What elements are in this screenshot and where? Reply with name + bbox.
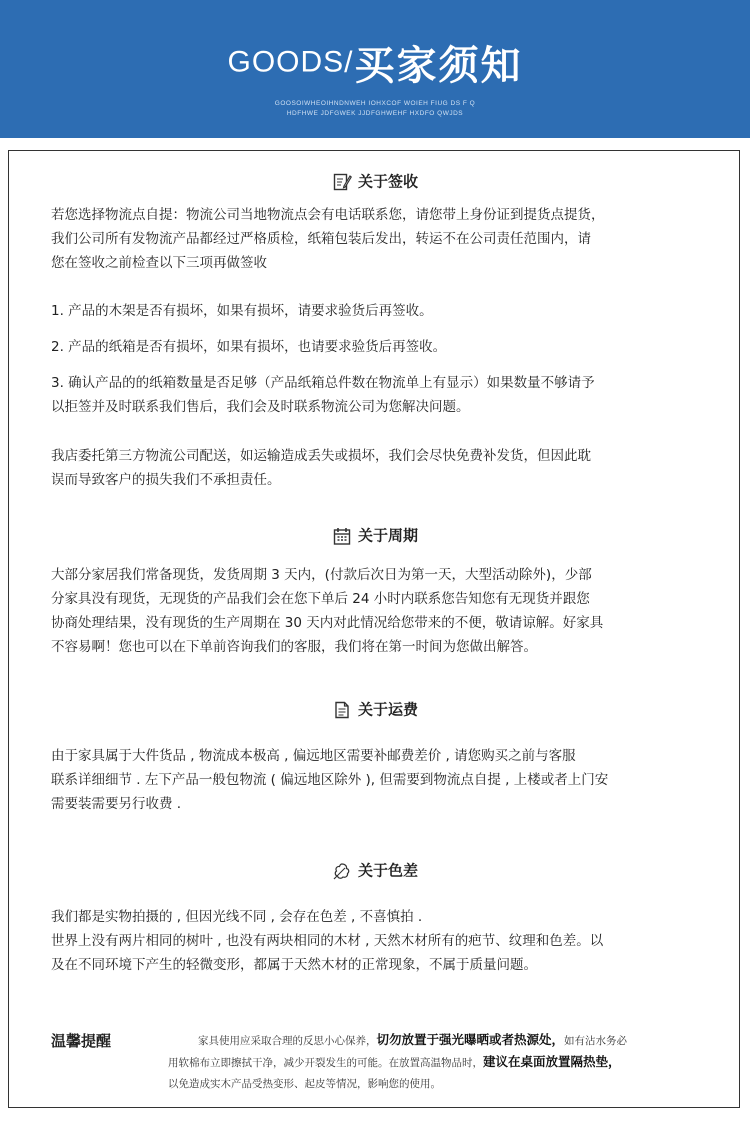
section-title-color: 关于色差 [357,861,418,880]
tips-emphasis: 切勿放置于强光曝晒或者热源处， [376,1032,565,1047]
text-line: 世界上没有两片相同的树叶 , 也没有两块相同的木材 , 天然木材所有的疤节、纹理和色差。以 [51,933,604,949]
tips-text-part: 家具使用应采取合理的反思小心保养， [198,1035,377,1047]
section-heading-shipping [0,698,750,720]
tips-emphasis: 建议在桌面放置隔热垫， [483,1054,621,1069]
text-line: 1. 产品的木架是否有损坏，如果有损坏，请要求验货后再签收。 [51,303,433,319]
banner-subtext-2: HDFHWE JDFGWEK JJDFGHWEHF HXDFO QWJDS [286,110,464,117]
section-title-cycle: 关于周期 [357,526,418,545]
tips-text-part: 如有沾水务必 [564,1035,628,1047]
tips-text-part: 用软棉布立即擦拭干净，减少开裂发生的可能。在放置高温物品时， [168,1057,483,1069]
text-line: 协商处理结果，没有现货的生产周期在 30 天内对此情况给您带来的不便，敬请谅解。好家具 [51,615,604,631]
section-heading-signing [0,170,750,192]
text-line: 大部分家居我们常备现货，发货周期 3 天内，(付款后次日为第一天，大型活动除外)，少部 [51,567,592,583]
pen-document-icon [332,172,352,192]
signing-intro [51,203,703,275]
text-line: 联系详细细节 . 左下产品一般包物流 ( 偏远地区除外 ), 但需要到物流点自提 , 上楼或者上门安 [51,772,609,788]
banner-subtext-1: GOOSOIWHEOIHNDNWEH IOHXCOF WOIEH FIUG DS F Q [274,100,476,107]
leaf-icon [332,861,352,881]
signing-item-2 [51,335,703,359]
text-line: 我店委托第三方物流公司配送，如运输造成丢失或损坏，我们会尽快免费补发货，但因此耽 [51,448,591,464]
calendar-icon [332,526,352,546]
tips-line-3: 以免造成实木产品受热变形、起皮等情况，影响您的使用。 [168,1078,441,1090]
text-line: 我们都是实物拍摄的 , 但因光线不同 , 会存在色差 , 不喜慎拍 . [51,909,423,925]
cycle-text [51,563,703,659]
text-line: 您在签收之前检查以下三项再做签收 [51,255,267,271]
text-line: 我们公司所有发物流产品都经过严格质检，纸箱包装后发出，转运不在公司责任范围内，请 [51,231,591,247]
text-line: 以拒签并及时联系我们售后，我们会及时联系物流公司为您解决问题。 [51,399,470,415]
tips-line-2 [168,1051,728,1073]
text-line: 由于家具属于大件货品 , 物流成本极高 , 偏远地区需要补邮费差价 , 请您购买之前与客服 [51,748,576,764]
document-icon [332,700,352,720]
text-line: 需要装需要另行收费 . [51,796,182,812]
banner-title [0,34,750,91]
signing-note [51,444,703,492]
signing-item-3 [51,371,703,419]
section-title-signing: 关于签收 [357,172,418,191]
section-heading-color [0,859,750,881]
shipping-text [51,744,703,816]
text-line: 若您选择物流点自提：物流公司当地物流点会有电话联系您，请您带上身份证到提货点提货， [51,207,605,223]
section-heading-cycle [0,524,750,546]
color-text [51,905,703,977]
text-line: 2. 产品的纸箱是否有损坏，如果有损坏，也请要求验货后再签收。 [51,339,447,355]
text-line: 及在不同环境下产生的轻微变形，都属于天然木材的正常现象，不属于质量问题。 [51,957,537,973]
banner-title-cn: 买家须知 [354,43,523,89]
banner-slash: / [344,45,353,79]
text-line: 误而导致客户的损失我们不承担责任。 [51,472,281,488]
tips-text [168,1029,728,1095]
text-line: 分家具没有现货，无现货的产品我们会在您下单后 24 小时内联系您告知您有无现货并跟您 [51,591,590,607]
tips-line-1 [168,1029,728,1051]
tips-label: 温馨提醒 [51,1032,112,1050]
banner-title-en: GOODS [227,45,345,79]
signing-item-1 [51,299,703,323]
text-line: 3. 确认产品的的纸箱数量是否足够（产品纸箱总件数在物流单上有显示）如果数量不够请予 [51,375,595,391]
section-title-shipping: 关于运费 [357,700,418,719]
text-line: 不容易啊！您也可以在下单前咨询我们的客服，我们将在第一时间为您做出解答。 [51,639,537,655]
header-banner [0,0,750,138]
